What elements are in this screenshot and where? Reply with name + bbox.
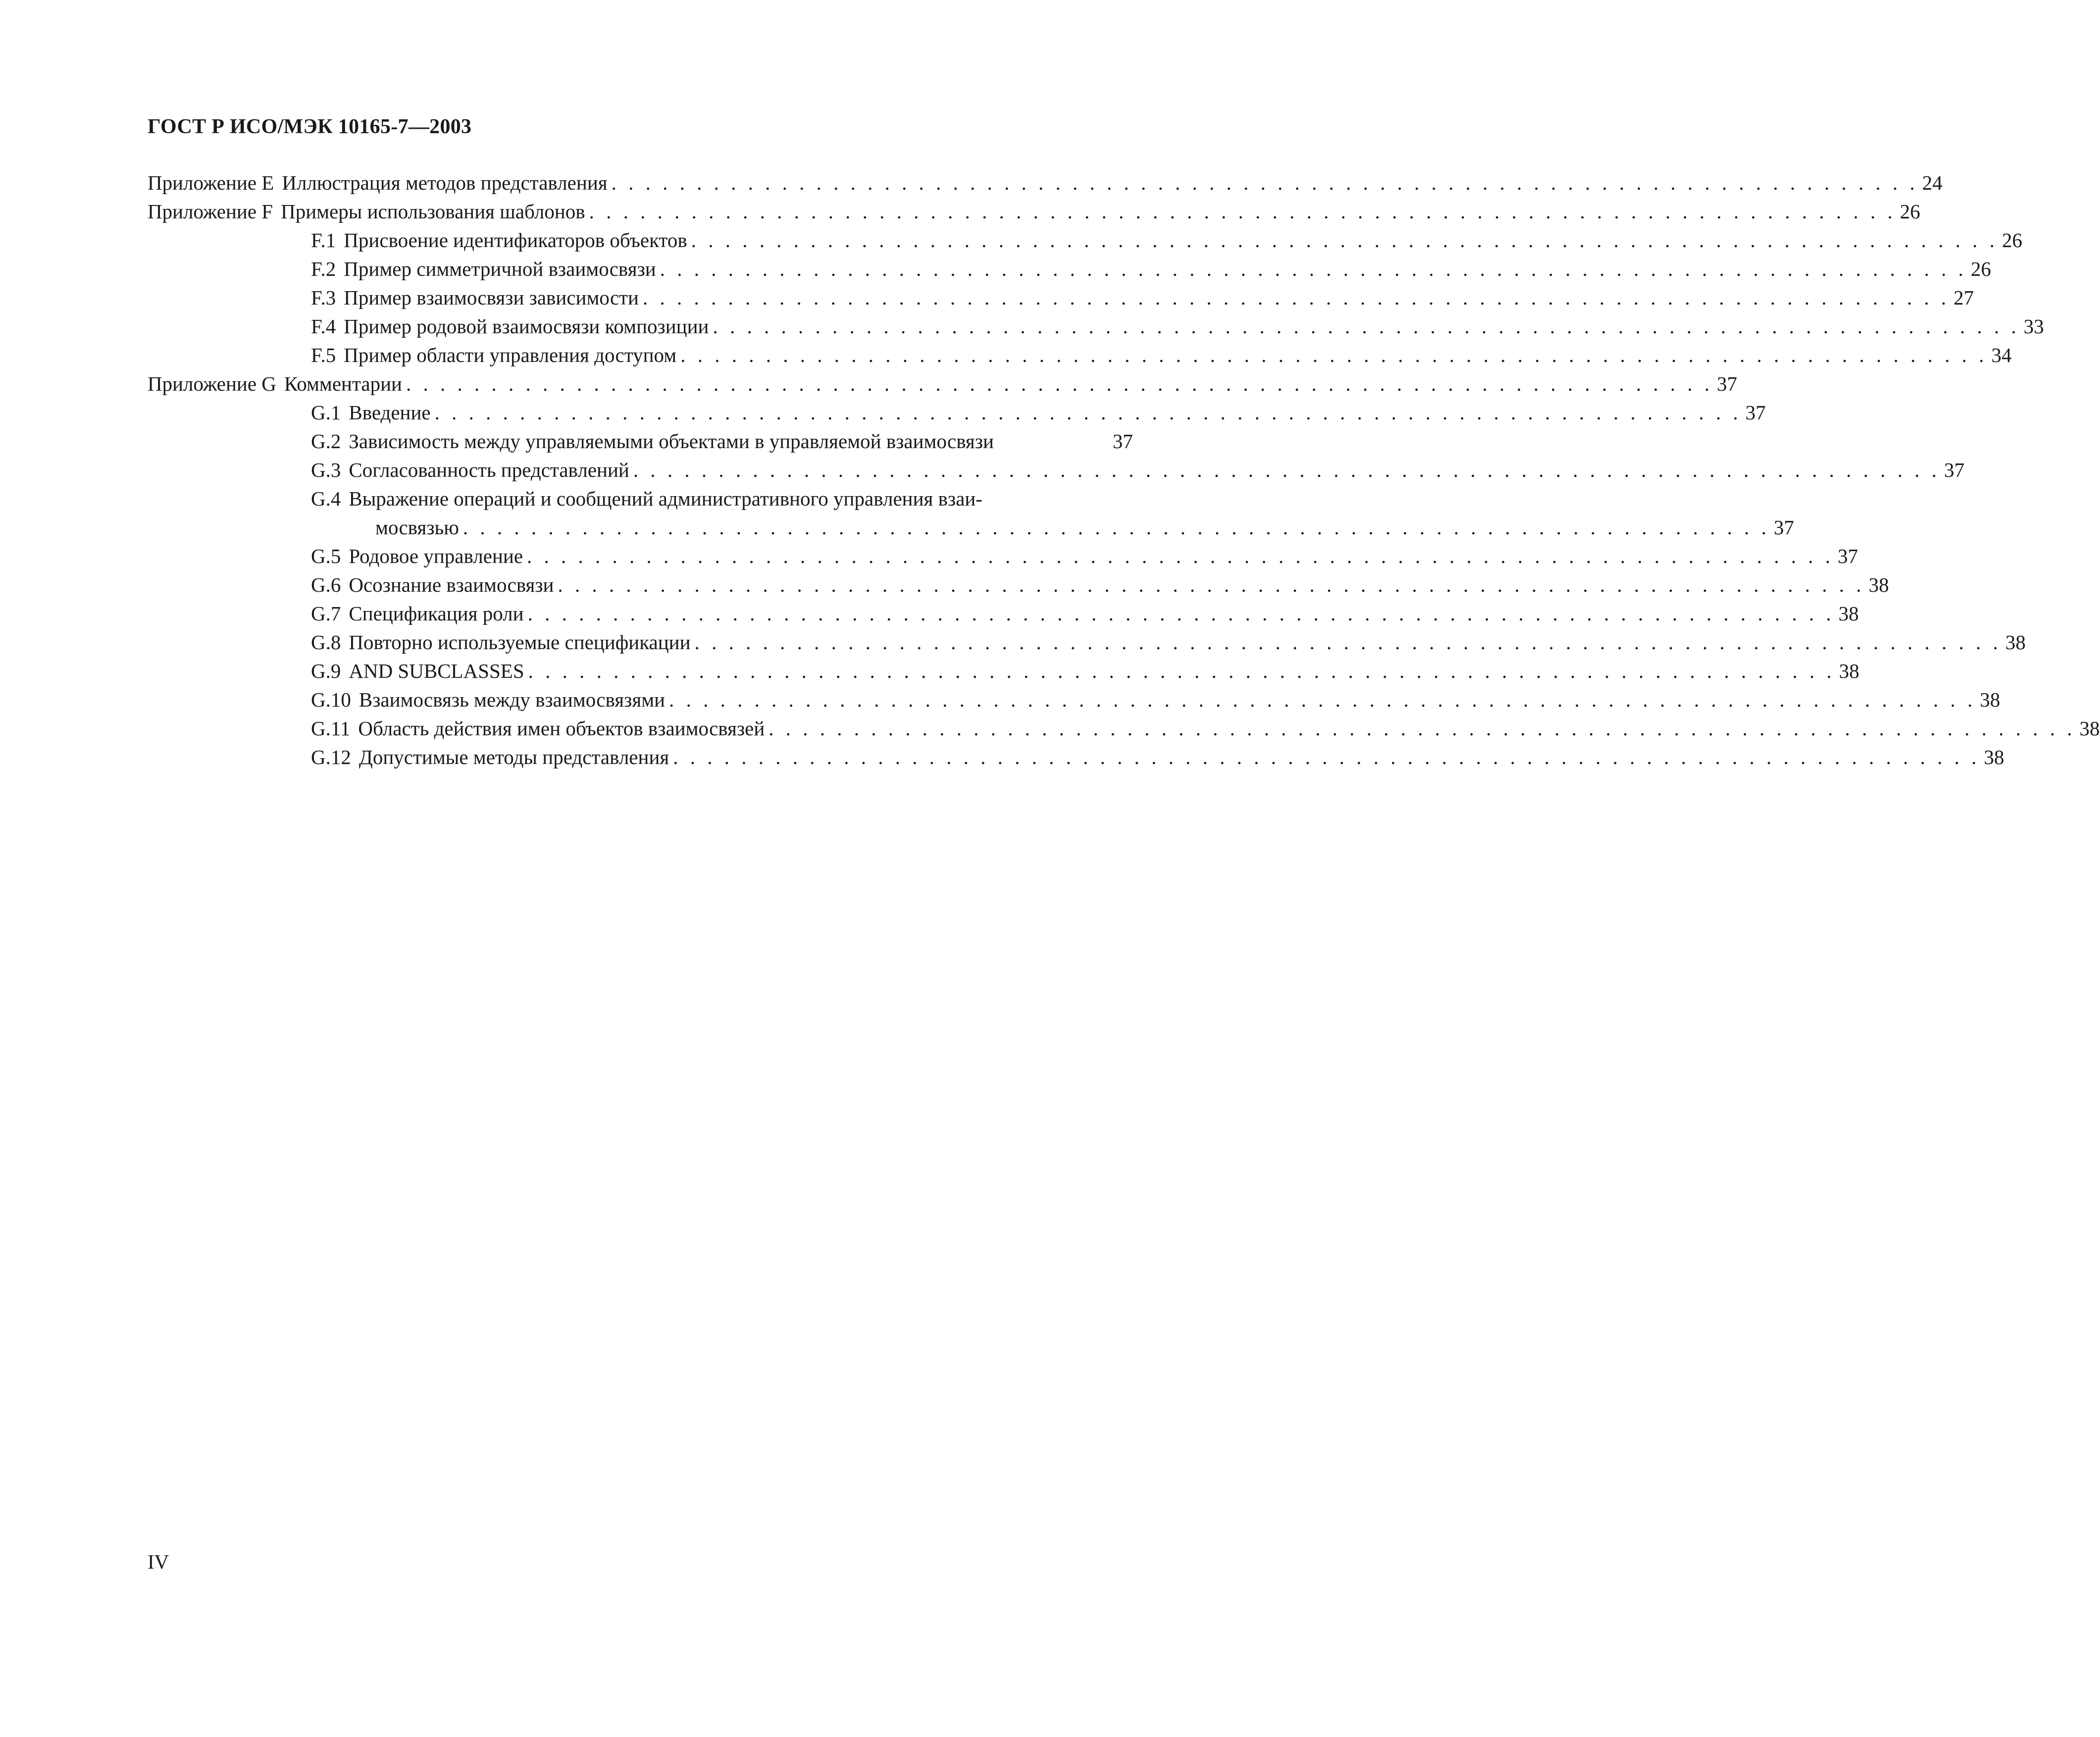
- toc-entry-title: Зависимость между управляемыми объектами в управляемой взаимосвязи: [349, 430, 994, 453]
- toc-entry-g5[interactable]: [148, 544, 1858, 573]
- toc-entry-page: 37: [1745, 401, 1766, 424]
- leader-dots: . . . . . . . . . . . . . . . . . . . . . . . . . . . . . . . . . . . . . . . . . . . . . . . . . . . . . . . . . . . . . . . . . . . . . . . . . . . . .: [633, 459, 1941, 481]
- leader-dots: . . . . . . . . . . . . . . . . . . . . . . . . . . . . . . . . . . . . . . . . . . . . . . . . . . . . . . . . . . . . . . . . . . . . . . . . . . . . .: [669, 688, 1976, 711]
- leader-dots: . . . . . . . . . . . . . . . . . . . . . . . . . . . . . . . . . . . . . . . . . . . . . . . . . . . . . . . . . . . . . . . . . . . . . . . . . . . . .: [527, 602, 1835, 625]
- toc-entry-f1[interactable]: [148, 228, 2022, 257]
- leader-dots: . . . . . . . . . . . . . . . . . . . . . . . . . . . . . . . . . . . . . . . . . . . . . . . . . . . . . . . . . . . . . . . . . . . . . . . . . . . . .: [694, 631, 2001, 654]
- toc-entry-title: Пример родовой взаимосвязи композиции: [344, 315, 709, 338]
- toc-entry-title: Допустимые методы представления: [359, 746, 669, 768]
- toc-entry-g4-line2[interactable]: [148, 515, 1794, 544]
- leader-dots: . . . . . . . . . . . . . . . . . . . . . . . . . . . . . . . . . . . . . . . . . . . . . . . . . . . . . . . . . . . . . . . . . . . . . . . . . . . . .: [680, 344, 1988, 366]
- toc-entry-number: G.7: [311, 602, 341, 625]
- leader-dots: . . . . . . . . . . . . . . . . . . . . . . . . . . . . . . . . . . . . . . . . . . . . . . . . . . . . . . . . . . . . . . . . . . . . . . . . . . . . .: [558, 573, 1865, 596]
- toc-entry-f3[interactable]: [148, 286, 1974, 314]
- toc-entry-g11[interactable]: [148, 716, 2100, 745]
- toc-entry-g1[interactable]: [148, 401, 1766, 429]
- toc-entry-f2[interactable]: [148, 257, 1991, 286]
- toc-entry-number: G.9: [311, 660, 341, 682]
- toc-entry-page: 37: [1717, 372, 1738, 395]
- leader-dots: . . . . . . . . . . . . . . . . . . . . . . . . . . . . . . . . . . . . . . . . . . . . . . . . . . . . . . . . . . . . . . . . . . . . . . . . . . . . .: [527, 545, 1834, 567]
- toc-entry-g7[interactable]: [148, 602, 1859, 630]
- toc-entry-title: Пример симметричной взаимосвязи: [344, 257, 656, 280]
- toc-entry-page: 27: [1953, 286, 1974, 309]
- table-of-contents: [148, 171, 2100, 774]
- toc-entry-title: Область действия имен объектов взаимосвязей: [358, 717, 765, 740]
- leader-dots: . . . . . . . . . . . . . . . . . . . . . . . . . . . . . . . . . . . . . . . . . . . . . . . . . . . . . . . . . . . . . . . . . . . . . . . . . . . . .: [434, 401, 1741, 424]
- toc-entry-f4[interactable]: [148, 314, 2044, 343]
- leader-dots: . . . . . . . . . . . . . . . . . . . . . . . . . . . . . . . . . . . . . . . . . . . . . . . . . . . . . . . . . . . . . . . . . . . . . . . . . . . . .: [589, 200, 1896, 223]
- toc-entry-title: Введение: [349, 401, 431, 424]
- leader-dots: . . . . . . . . . . . . . . . . . . . . . . . . . . . . . . . . . . . . . . . . . . . . . . . . . . . . . . . . . . . . . . . . . . . . . . . . . . . . .: [406, 372, 1713, 395]
- leader-dots: . . . . . . . . . . . . . . . . . . . . . . . . . . . . . . . . . . . . . . . . . . . . . . . . . . . . . . . . . . . . . . . . . . . . . . . . . . . . .: [673, 746, 1980, 768]
- toc-entry-number: G.8: [311, 631, 341, 654]
- toc-entry-title: Родовое управление: [349, 545, 523, 567]
- leader-dots: . . . . . . . . . . . . . . . . . . . . . . . . . . . . . . . . . . . . . . . . . . . . . . . . . . . . . . . . . . . . . . . . . . . . . . . . . . . . .: [462, 516, 1770, 539]
- toc-entry-label: Приложение Е: [148, 171, 274, 194]
- leader-dots: . . . . . . . . . . . . . . . . . . . . . . . . . . . . . . . . . . . . . . . . . . . . . . . . . . . . . . . . . . . . . . . . . . . . . . . . . . . . .: [691, 229, 1998, 252]
- toc-entry-number: G.1: [311, 401, 341, 424]
- toc-entry-label: Приложение G: [148, 372, 276, 395]
- toc-entry-g8[interactable]: [148, 630, 2026, 659]
- toc-entry-number: G.2: [311, 430, 341, 453]
- leader-dots: . . . . . . . . . . . . . . . . . . . . . . . . . . . . . . . . . . . . . . . . . . . . . . . . . . . . . . . . . . . . . . . . . . . . . . . . . . . . .: [528, 660, 1835, 682]
- toc-entry-g10[interactable]: [148, 688, 2000, 716]
- toc-entry-page: 24: [1922, 171, 1943, 194]
- toc-entry-page: 38: [1838, 602, 1859, 625]
- toc-entry-g3[interactable]: [148, 458, 1965, 487]
- toc-entry-number: G.6: [311, 573, 341, 596]
- leader-dots: . . . . . . . . . . . . . . . . . . . . . . . . . . . . . . . . . . . . . . . . . . . . . . . . . . . . . . . . . . . . . . . . . . . . . . . . . . . . .: [643, 286, 1950, 309]
- toc-entry-number: G.4: [311, 487, 341, 510]
- toc-entry-number: F.4: [311, 315, 336, 338]
- toc-entry-label: Приложение F: [148, 200, 273, 223]
- toc-entry-number: G.3: [311, 459, 341, 481]
- toc-entry-title: Примеры использования шаблонов: [281, 200, 585, 223]
- toc-entry-title: Осознание взаимосвязи: [349, 573, 554, 596]
- toc-entry-page: 37: [1774, 516, 1794, 539]
- toc-entry-title: Иллюстрация методов представления: [282, 171, 608, 194]
- toc-entry-page: 38: [2005, 631, 2026, 654]
- toc-entry-page: 38: [1984, 746, 2004, 768]
- toc-entry-page: 26: [2001, 229, 2022, 252]
- toc-entry-number: F.5: [311, 344, 336, 366]
- toc-entry-g4-line1[interactable]: [148, 487, 1133, 515]
- toc-entry-title: AND SUBCLASSES: [349, 660, 524, 682]
- toc-entry-title: Пример области управления доступом: [344, 344, 677, 366]
- toc-entry-title-continued: мосвязью: [375, 515, 463, 539]
- toc-entry-page: 38: [1980, 688, 2000, 711]
- toc-entry-page: 38: [1868, 573, 1889, 596]
- toc-entry-number: F.2: [311, 257, 336, 280]
- toc-entry-g12[interactable]: [148, 745, 2004, 774]
- toc-entry-number: G.5: [311, 545, 341, 567]
- toc-entry-title: Взаимосвязь между взаимосвязями: [359, 688, 666, 711]
- toc-entry-g6[interactable]: [148, 573, 1889, 602]
- toc-entry-page: 26: [1899, 200, 1920, 223]
- toc-entry-title: Выражение операций и сообщений административного управления взаи-: [349, 487, 983, 510]
- toc-entry-title: Присвоение идентификаторов объектов: [344, 229, 687, 252]
- toc-entry-number: G.12: [311, 746, 351, 768]
- toc-entry-page: 26: [1971, 257, 1991, 280]
- toc-entry-g2[interactable]: [148, 429, 1133, 458]
- toc-entry-page: 37: [1838, 545, 1858, 567]
- toc-entry-page: 33: [2023, 315, 2044, 338]
- leader-dots: . . . . . . . . . . . . . . . . . . . . . . . . . . . . . . . . . . . . . . . . . . . . . . . . . . . . . . . . . . . . . . . . . . . . . . . . . . . . .: [768, 717, 2076, 740]
- toc-entry-number: G.10: [311, 688, 351, 711]
- toc-entry-f5[interactable]: [148, 343, 2012, 372]
- leader-dots: . . . . . . . . . . . . . . . . . . . . . . . . . . . . . . . . . . . . . . . . . . . . . . . . . . . . . . . . . . . . . . . . . . . . . . . . . . . . .: [713, 315, 2020, 338]
- toc-entry-page: 34: [1991, 344, 2012, 366]
- toc-entry-title: Повторно используемые спецификации: [349, 631, 691, 654]
- toc-entry-page: 37: [1944, 459, 1965, 481]
- toc-entry-title: Комментарии: [284, 372, 402, 395]
- toc-entry-number: F.1: [311, 229, 336, 252]
- toc-entry-g9[interactable]: [148, 659, 1859, 688]
- page-number: IV: [148, 1550, 169, 1573]
- toc-entry-page: 38: [1839, 660, 1859, 682]
- leader-dots: . . . . . . . . . . . . . . . . . . . . . . . . . . . . . . . . . . . . . . . . . . . . . . . . . . . . . . . . . . . . . . . . . . . . . . . . . . . . .: [660, 257, 1967, 280]
- toc-entry-page: 38: [2079, 717, 2100, 740]
- toc-entry-title: Спецификация роли: [349, 602, 524, 625]
- toc-entry-appendix-g[interactable]: [148, 372, 1738, 401]
- toc-entry-page: 37: [1113, 430, 1133, 453]
- toc-entry-title: Согласованность представлений: [349, 459, 629, 481]
- toc-entry-number: G.11: [311, 717, 351, 740]
- toc-entry-number: F.3: [311, 286, 336, 309]
- toc-entry-appendix-f[interactable]: [148, 200, 1920, 228]
- toc-entry-appendix-e[interactable]: [148, 171, 1943, 200]
- document-header: ГОСТ Р ИСО/МЭК 10165-7—2003: [148, 115, 472, 138]
- toc-entry-title: Пример взаимосвязи зависимости: [344, 286, 639, 309]
- leader-dots: . . . . . . . . . . . . . . . . . . . . . . . . . . . . . . . . . . . . . . . . . . . . . . . . . . . . . . . . . . . . . . . . . . . . . . . . . . . . .: [611, 171, 1918, 194]
